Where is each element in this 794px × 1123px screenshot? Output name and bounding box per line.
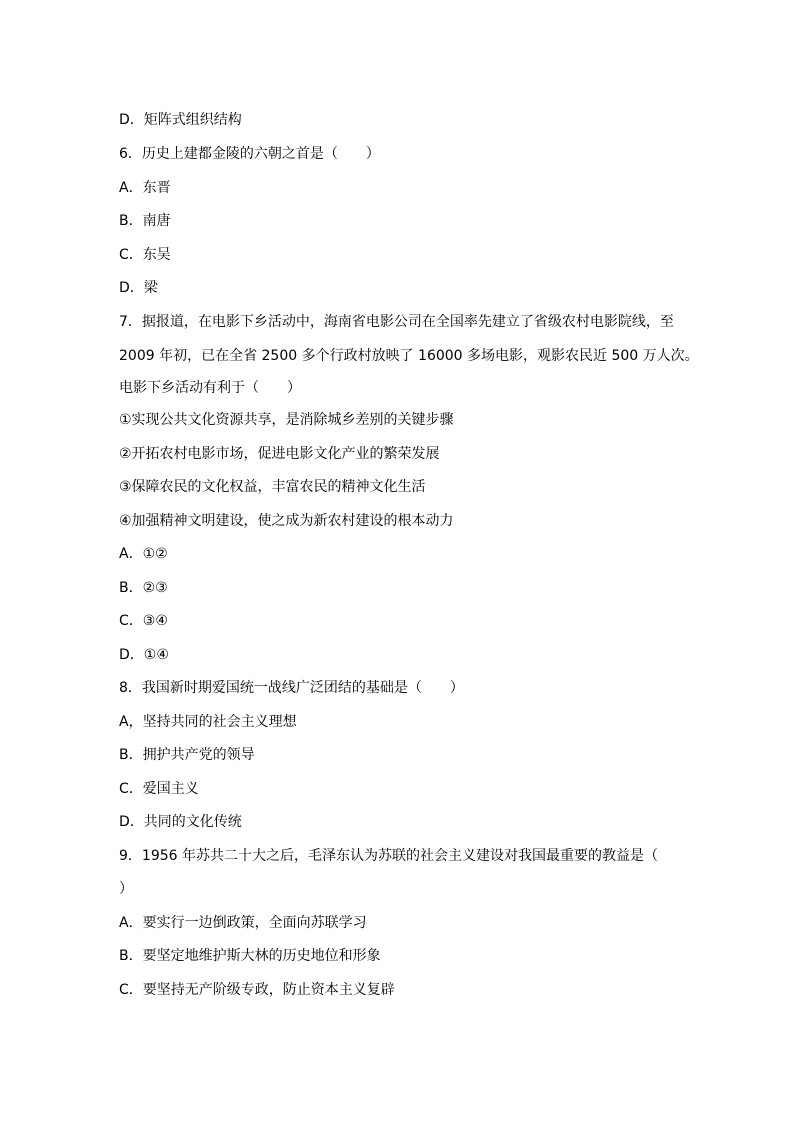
q8-option-b: B．拥护共产党的领导 bbox=[119, 747, 255, 763]
q9-option-b: B．要坚定地维护斯大林的历史地位和形象 bbox=[119, 948, 381, 964]
q5-option-d: D．矩阵式组织结构 bbox=[119, 112, 242, 128]
q8-option-a: A，坚持共同的社会主义理想 bbox=[119, 714, 297, 730]
q9-stem-line1: 9．1956 年苏共二十大之后，毛泽东认为苏联的社会主义建设对我国最重要的教益是（ bbox=[119, 848, 658, 864]
q7-option-d: D．①④ bbox=[119, 647, 169, 663]
q9-option-a: A．要实行一边倒政策，全面向苏联学习 bbox=[119, 915, 367, 931]
q9-option-c: C．要坚持无产阶级专政，防止资本主义复辟 bbox=[119, 982, 395, 998]
q7-option-b: B．②③ bbox=[119, 580, 168, 596]
q7-statement-4: ④加强精神文明建设，使之成为新农村建设的根本动力 bbox=[119, 513, 454, 529]
q6-option-b: B．南唐 bbox=[119, 213, 171, 229]
q7-statement-3: ③保障农民的文化权益，丰富农民的精神文化生活 bbox=[119, 479, 426, 495]
q6-stem: 6．历史上建都金陵的六朝之首是（ ） bbox=[119, 146, 380, 162]
q7-statement-2: ②开拓农村电影市场，促进电影文化产业的繁荣发展 bbox=[119, 446, 440, 462]
q8-stem: 8．我国新时期爱国统一战线广泛团结的基础是（ ） bbox=[119, 680, 464, 696]
q9-stem-line2: ） bbox=[119, 881, 133, 897]
q7-stem-line1: 7．据报道，在电影下乡活动中，海南省电影公司在全国率先建立了省级农村电影院线，至 bbox=[119, 314, 674, 330]
q7-stem-line3: 电影下乡活动有利于（ ） bbox=[119, 380, 301, 396]
q8-option-c: C．爱国主义 bbox=[119, 781, 199, 797]
q6-option-d: D．梁 bbox=[119, 280, 158, 296]
q7-option-a: A．①② bbox=[119, 546, 168, 562]
q7-statement-1: ①实现公共文化资源共享，是消除城乡差别的关键步骤 bbox=[119, 412, 454, 428]
q7-stem-line2: 2009 年初，已在全省 2500 多个行政村放映了 16000 多场电影，观影农民近 500 万人次。 bbox=[119, 348, 699, 364]
q6-option-a: A．东晋 bbox=[119, 180, 171, 196]
q7-option-c: C．③④ bbox=[119, 613, 168, 629]
q8-option-d: D．共同的文化传统 bbox=[119, 814, 242, 830]
q6-option-c: C．东吴 bbox=[119, 247, 171, 263]
